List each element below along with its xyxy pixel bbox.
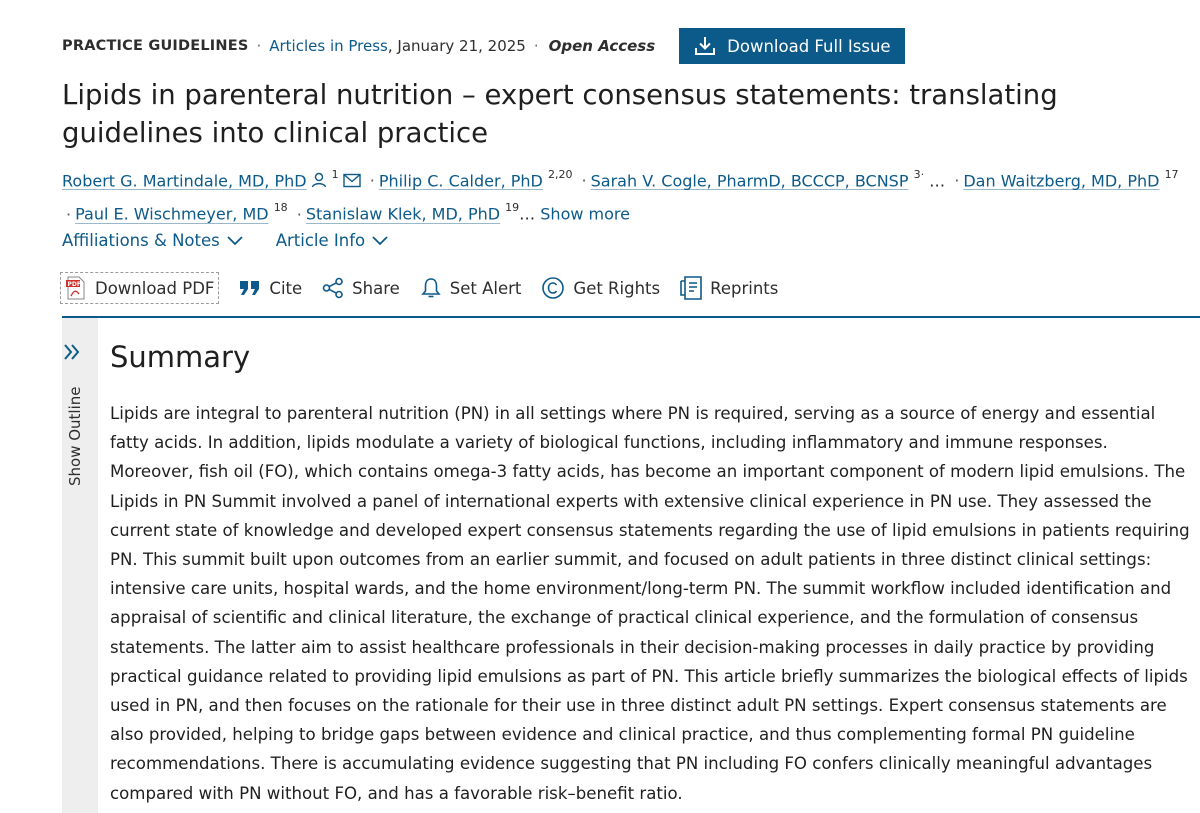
cite-label: Cite	[269, 278, 303, 298]
show-outline-toggle[interactable]: Show Outline	[66, 386, 84, 486]
article-topline	[62, 28, 905, 64]
article-toolbar	[60, 272, 798, 304]
articles-in-press-link[interactable]: Articles in Press	[269, 37, 388, 55]
affiliations-notes-label: Affiliations & Notes	[62, 231, 220, 250]
separator-dot: ·	[533, 37, 539, 55]
share-button[interactable]	[322, 272, 400, 304]
reprints-label: Reprints	[710, 278, 779, 298]
section-label: PRACTICE GUIDELINES	[62, 38, 249, 54]
author-sup-dot: ·	[920, 168, 925, 181]
affiliations-notes-toggle[interactable]	[62, 231, 244, 250]
separator-dot: ·	[369, 171, 375, 191]
reprints-button[interactable]	[680, 272, 778, 304]
author-affiliation-sup: 1	[331, 168, 339, 181]
double-chevron-right-icon[interactable]	[62, 342, 82, 362]
svg-text:PDF: PDF	[67, 281, 81, 288]
summary-paragraph: Lipids are integral to parenteral nutrition (PN) in all settings where PN is required, serving as a source of energy and essential fatty acids. In addition, lipids modulate a variety of biological functions, including inflammatory and immune responses. Moreover, fish oil (FO), which contains omega-3 fatty acids, has become an important component of modern lipid emulsions. The Lipids in PN Summit involved a panel of international experts with extensive clinical experience in PN use. They assessed the current state of knowledge and developed expert consensus statements regarding the use of lipid emulsions in patients requiring PN. This summit built upon outcomes from an earlier summit, and focused on adult patients in three distinct clinical settings: intensive care units, hospital wards, and the home environment/long-term PN. The summit workflow included identification and appraisal of scientific and clinical literature, the exchange of practical clinical experience, and the formulation of consensus statements. The latter aim to assist healthcare professionals in their decision-making processes in daily practice by providing practical guidance related to providing lipid emulsions as part of PN. This article briefly summarizes the biological effects of lipids used in PN, and then focuses on the rationale for their use in three distinct adult PN settings. Expert consensus statements are also provided, helping to bridge gaps between evidence and clinical practice, and thus complementing formal PN guideline recommendations. There is accumulating evidence suggesting that PN including FO confers clinically meaningful advantages compared with PN without FO, and has a favorable risk–benefit ratio.	[110, 404, 1190, 803]
meta-toggles	[62, 231, 421, 250]
share-icon	[322, 277, 344, 299]
author-link[interactable]: Stanislaw Klek, MD, PhD	[305, 204, 501, 224]
open-access-label: Open Access	[548, 37, 656, 55]
copyright-icon	[541, 276, 565, 300]
reprints-icon	[680, 276, 702, 300]
download-full-issue-button[interactable]	[679, 28, 904, 64]
cite-button[interactable]	[239, 272, 302, 304]
separator-dot: ·	[581, 171, 587, 191]
publication-date: January 21, 2025	[397, 37, 526, 55]
download-pdf-button[interactable]	[60, 272, 219, 304]
author-link[interactable]: Dan Waitzberg, MD, PhD	[963, 171, 1160, 191]
separator-dot: ·	[296, 204, 302, 224]
author-list	[62, 162, 1192, 229]
author-affiliation-sup: 17	[1164, 168, 1179, 181]
author-link[interactable]: Philip C. Calder, PhD	[378, 171, 543, 191]
author-link[interactable]: Sarah V. Cogle, PharmD, BCCCP, BCNSP	[590, 171, 909, 191]
author-affiliation-sup: 19	[505, 201, 520, 215]
separator-dot: ·	[256, 37, 262, 55]
set-alert-label: Set Alert	[449, 278, 522, 298]
get-rights-label: Get Rights	[573, 278, 661, 298]
comma: ,	[387, 37, 398, 55]
author-link[interactable]: Robert G. Martindale, MD, PhD	[62, 171, 307, 191]
chevron-down-icon	[226, 235, 244, 247]
summary-heading: Summary	[110, 340, 251, 374]
share-label: Share	[352, 278, 400, 298]
author-ellipsis: …	[929, 171, 946, 191]
article-title: Lipids in parenteral nutrition – expert consensus statements: translating guidelines into clinical practice	[62, 79, 1058, 149]
quote-icon	[239, 279, 261, 297]
show-more-authors-link[interactable]: Show more	[540, 204, 630, 224]
author-affiliation-sup: 3	[913, 168, 921, 181]
chevron-down-icon	[371, 235, 389, 247]
email-icon[interactable]	[343, 173, 361, 188]
article-info-toggle[interactable]	[276, 231, 389, 250]
header-divider	[62, 316, 1200, 318]
download-full-issue-label: Download Full Issue	[727, 36, 891, 56]
separator-dot: ·	[954, 171, 960, 191]
pdf-file-icon	[65, 276, 87, 300]
bell-icon	[420, 277, 442, 299]
set-alert-button[interactable]	[420, 272, 522, 304]
separator-dot: ·	[66, 204, 72, 224]
article-info-label: Article Info	[275, 231, 366, 250]
author-affiliation-sup: 18	[273, 201, 288, 215]
person-icon[interactable]	[311, 172, 327, 188]
download-pdf-label: Download PDF	[95, 278, 215, 298]
author-affiliation-sup: 2,20	[547, 168, 573, 181]
get-rights-button[interactable]	[541, 272, 660, 304]
download-icon	[693, 35, 717, 57]
author-link[interactable]: Paul E. Wischmeyer, MD	[75, 204, 269, 224]
author-ellipsis: …	[519, 204, 536, 224]
